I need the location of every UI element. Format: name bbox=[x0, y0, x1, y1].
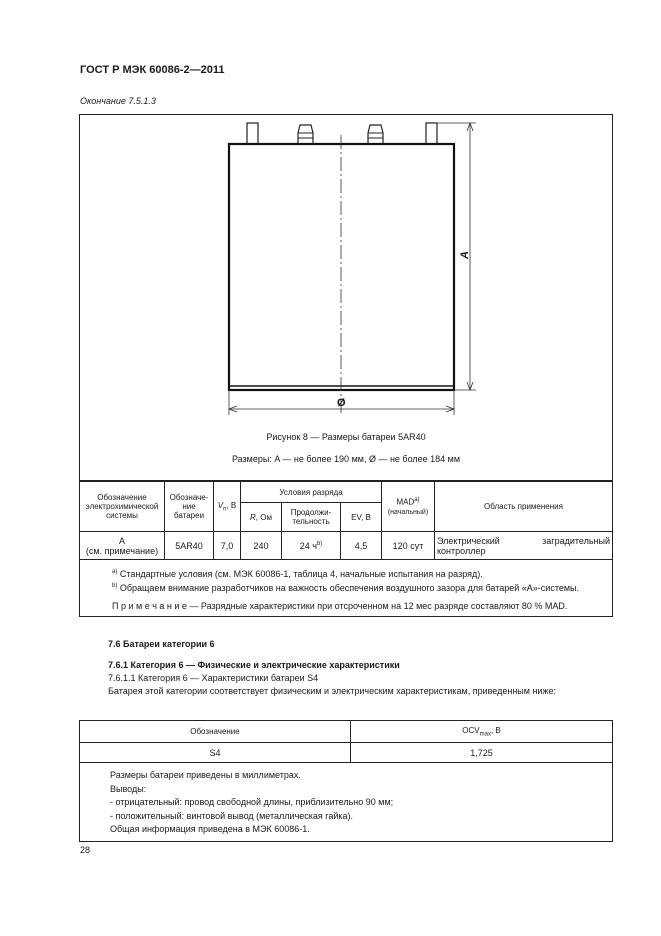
header-designation: Обозначе-ние батареи bbox=[165, 482, 214, 532]
cell-designation-s4: S4 bbox=[80, 743, 351, 763]
header-application: Область применения bbox=[435, 482, 613, 532]
header-mad: MAD$^{a)}$ (начальный) bbox=[382, 482, 435, 532]
cell-designation: 5AR40 bbox=[165, 532, 214, 560]
header-vn: $V_n$, В bbox=[214, 482, 241, 532]
figure-dimensions-note: Размеры: A — не более 190 мм, Ø — не более 184 мм bbox=[231, 454, 461, 464]
cell-r: 240 bbox=[241, 532, 282, 560]
s4-note-line: - отрицательный: провод свободной длины, приблизительно 90 мм; bbox=[110, 797, 394, 807]
header-duration: Продолжи-тельность bbox=[282, 503, 341, 532]
page-number: 28 bbox=[80, 845, 91, 855]
intro-paragraph: Батарея этой категории соответствует физическим и электрическим характеристикам, приведенным ниже: bbox=[108, 686, 556, 696]
s4-note-line: Размеры батареи приведены в миллиметрах. bbox=[110, 770, 301, 780]
paragraph-7-6-1-1: 7.6.1.1 Категория 6 — Характеристики батареи S4 bbox=[108, 673, 319, 683]
header-r: R, Ом bbox=[241, 503, 282, 532]
table-footnotes bbox=[80, 560, 613, 617]
header-designation-s4: Обозначение bbox=[80, 721, 351, 743]
table-note: П р и м е ч а н и е — Разрядные характеристики при отсроченном на 12 мес разряде составляют 80 % MAD. bbox=[112, 601, 568, 611]
section-heading-7-6-1: 7.6.1 Категория 6 — Физические и электрические характеристики bbox=[108, 660, 400, 670]
section-heading-7-6: 7.6 Батареи категории 6 bbox=[108, 639, 215, 649]
header-ocv: $OCV_{max}$, В bbox=[351, 721, 613, 743]
dimension-label-width: Ø bbox=[337, 397, 346, 409]
cell-mad: 120 сут bbox=[382, 532, 435, 560]
document-header: ГОСТ Р МЭК 60086-2—2011 bbox=[80, 64, 225, 76]
header-ev: EV, В bbox=[341, 503, 382, 532]
footnote-b: $^{b)}$ Обращаем внимание разработчиков на важность обеспечения воздушного зазора для батарей «А»-системы. bbox=[112, 583, 579, 593]
cell-duration: 24 $ч^{b)}$ bbox=[282, 532, 341, 560]
cell-ocv: 1,725 bbox=[351, 743, 613, 763]
s4-note-line: - положительный: винтовой вывод (металлическая гайка). bbox=[110, 810, 354, 821]
header-system: Обозначение электрохимической системы bbox=[80, 482, 165, 532]
figure-caption: Рисунок 8 — Размеры батареи 5AR40 bbox=[266, 432, 426, 442]
header-conditions: Условия разряда bbox=[241, 482, 382, 503]
battery-s4-table bbox=[79, 720, 613, 842]
cell-system: A (см. примечание) bbox=[80, 532, 165, 560]
s4-note-line: Выводы: bbox=[110, 783, 147, 794]
footnote-a: $^{a)}$ Стандартные условия (см. МЭК 60086-1, таблица 4, начальные испытания на разряд). bbox=[112, 569, 483, 579]
battery-drawing bbox=[200, 115, 500, 420]
dimension-label-height: A bbox=[458, 251, 471, 259]
cell-ev: 4,5 bbox=[341, 532, 382, 560]
cell-application: Электрический заградительный контроллер bbox=[435, 532, 613, 560]
characteristics-table bbox=[79, 481, 613, 617]
s4-note-line: Общая информация приведена в МЭК 60086-1. bbox=[110, 824, 310, 834]
cell-vn: 7,0 bbox=[214, 532, 241, 560]
continuation-label: Окончание 7.5.1.3 bbox=[80, 96, 156, 106]
s4-notes bbox=[80, 763, 613, 842]
